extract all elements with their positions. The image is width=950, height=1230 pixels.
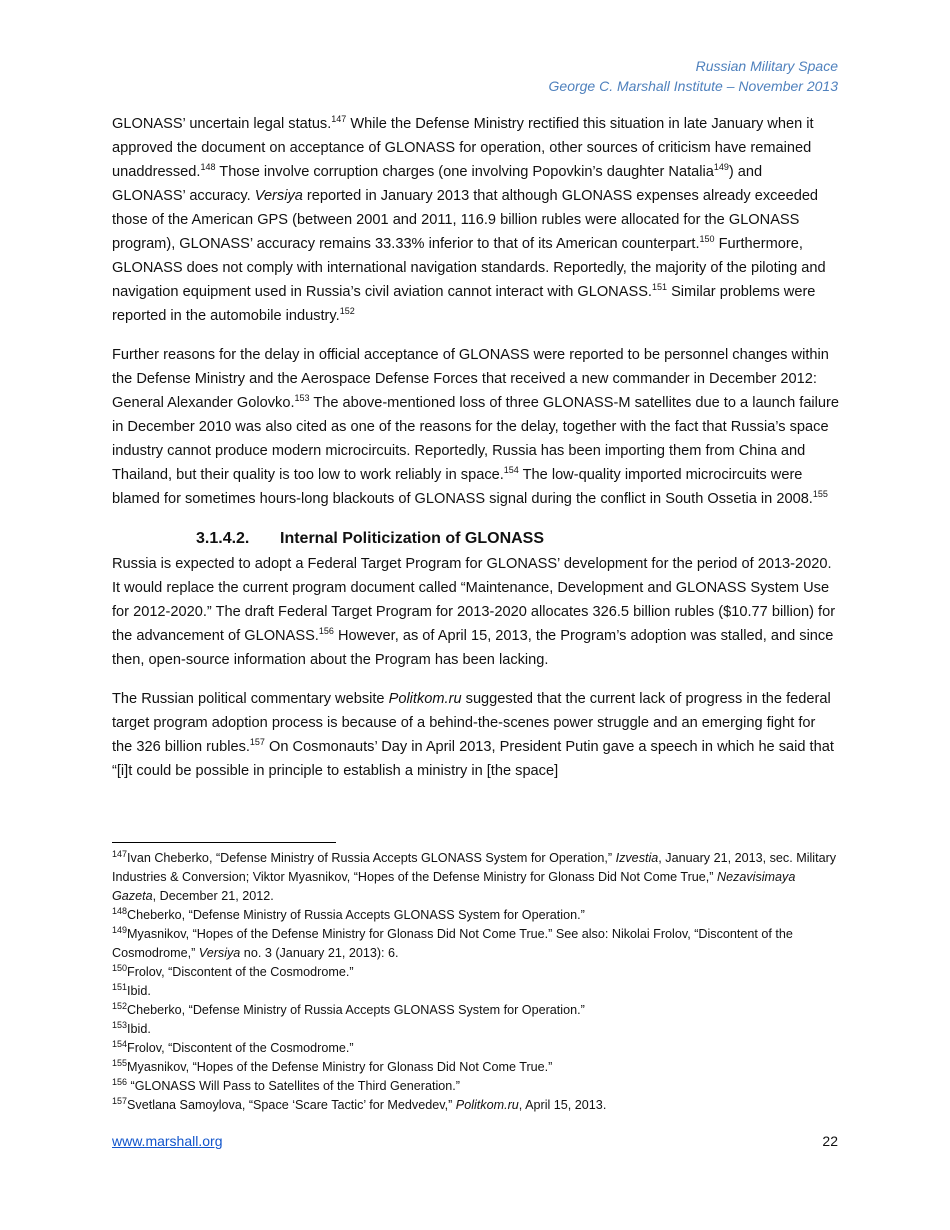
page-footer <box>112 1133 838 1149</box>
footnote-ref[interactable]: 156 <box>318 626 334 637</box>
footnote-155: $^{155}$Myasnikov, “Hopes of the Defense Ministry for Glonass Did Not Come True.” <box>112 1057 553 1074</box>
footnote-ref[interactable]: 153 <box>294 393 310 404</box>
website-link[interactable]: www.marshall.org <box>112 1133 223 1149</box>
footnote-151: $^{151}$Ibid. <box>112 981 151 998</box>
footnote-ref[interactable]: 147 <box>331 114 347 125</box>
footnote-148: $^{148}$Cheberko, “Defense Ministry of Russia Accepts GLONASS System for Operation.” <box>112 905 585 922</box>
footnote-149: $^{149}$Myasnikov, “Hopes of the Defense Ministry for Glonass Did Not Come True.” See also: Nikolai Frolov, “Discontent of the Cosmodrome,” Versiya no. 3 (January 21, 2013): 6. <box>112 924 793 960</box>
footnote-147: $^{147}$Ivan Cheberko, “Defense Ministry of Russia Accepts GLONASS System for Operation,” Izvestia, January 21, 2013, sec. Military Industries & Conversion; Viktor Myasnikov, “Hopes of the Defense Ministry for Glonass Did Not Come True,” Nezavisimaya Gazeta, December 21, 2012. <box>112 848 837 903</box>
section-number: 3.1.4.2. <box>196 530 250 547</box>
paragraph-1: GLONASS’ uncertain legal status.$^{147}$ While the Defense Ministry rectified this situation in late January when it approved the document on acceptance of GLONASS for operation, other sources of criticism have remained unaddressed.$^{148}$ Those involve corruption charges (one involving Popovkin’s daughter Natalia$^{149}$) and GLONASS’ accuracy. Versiya reported in January 2013 that although GLONASS expenses already exceeded those of the American GPS (between 2001 and 2011, 116.9 billion rubles were allocated for the GLONASS program), GLONASS’ accuracy remains 33.33% inferior to that of its American counterpart.$^{150}$ Furthermore, GLONASS does not comply with international navigation standards. Reportedly, the majority of the piloting and navigation equipment used in Russia’s civil aviation cannot interact with GLONASS.$^{151}$ Similar problems were reported in the automobile industry.$^{152}$ <box>112 114 826 324</box>
footnote-divider <box>112 842 336 843</box>
paragraph-3: Russia is expected to adopt a Federal Target Program for GLONASS’ development for the period of 2013-2020. It would replace the current program document called “Maintenance, Development and GLONASS System Use for 2012-2020.” The draft Federal Target Program for 2013-2020 allocates 326.5 billion rubles ($10.77 billion) for the advancement of GLONASS.$^{156}$ However, as of April 15, 2013, the Program’s adoption was stalled, and since then, open-source information about the Program has been lacking. <box>112 556 836 668</box>
footnote-ref[interactable]: 155 <box>812 489 828 500</box>
header-subtitle: George C. Marshall Institute – November 2013 <box>548 78 838 94</box>
section-title: Internal Politicization of GLONASS <box>280 530 545 547</box>
footnote-ref[interactable]: 157 <box>249 737 265 748</box>
paragraph-2: Further reasons for the delay in official acceptance of GLONASS were reported to be personnel changes within the Defense Ministry and the Aerospace Defense Forces that received a new commander in December 2012: General Alexander Golovko.$^{153}$ The above-mentioned loss of three GLONASS-M satellites due to a launch failure in December 2010 was also cited as one of the reasons for the delay, together with the fact that Russia’s space industry cannot produce modern microcircuits. Reportedly, Russia has been importing them from China and Thailand, but their quality is too low to work reliably in space.$^{154}$ The low-quality imported microcircuits were blamed for sometimes hours-long blackouts of GLONASS signal during the conflict in South Ossetia in 2008.$^{155}$ <box>112 347 840 507</box>
footnotes <box>112 849 839 1115</box>
footnote-153: $^{153}$Ibid. <box>112 1019 151 1036</box>
main-content <box>112 112 839 798</box>
footnote-ref[interactable]: 151 <box>651 282 668 293</box>
footnote-ref[interactable]: 148 <box>200 162 216 173</box>
header-title: Russian Military Space <box>695 58 838 74</box>
paragraph-4: The Russian political commentary website Politkom.ru suggested that the current lack of progress in the federal target program adoption process is because of a behind-the-scenes power struggle and an emerging fight for the 326 billion rubles.$^{157}$ On Cosmonauts’ Day in April 2013, President Putin gave a speech in which he said that “[i]t could be possible in principle to establish a ministry in [the space] <box>112 691 834 779</box>
running-header <box>549 56 838 96</box>
footnote-150: $^{150}$Frolov, “Discontent of the Cosmodrome.” <box>112 962 354 979</box>
footnote-156: $^{156}$ “GLONASS Will Pass to Satellites of the Third Generation.” <box>112 1076 460 1093</box>
footnote-152: $^{152}$Cheberko, “Defense Ministry of Russia Accepts GLONASS System for Operation.” <box>112 1000 585 1017</box>
page-number: 22 <box>822 1133 838 1149</box>
section-heading <box>112 526 839 552</box>
footnote-157: $^{157}$Svetlana Samoylova, “Space ‘Scare Tactic’ for Medvedev,” Politkom.ru, April 15, 2013. <box>112 1095 607 1112</box>
footnote-ref[interactable]: 154 <box>503 465 519 476</box>
footnote-ref[interactable]: 150 <box>699 234 715 245</box>
footnote-ref[interactable]: 152 <box>339 306 355 317</box>
footnote-154: $^{154}$Frolov, “Discontent of the Cosmodrome.” <box>112 1038 354 1055</box>
footnote-ref[interactable]: 149 <box>713 162 729 173</box>
